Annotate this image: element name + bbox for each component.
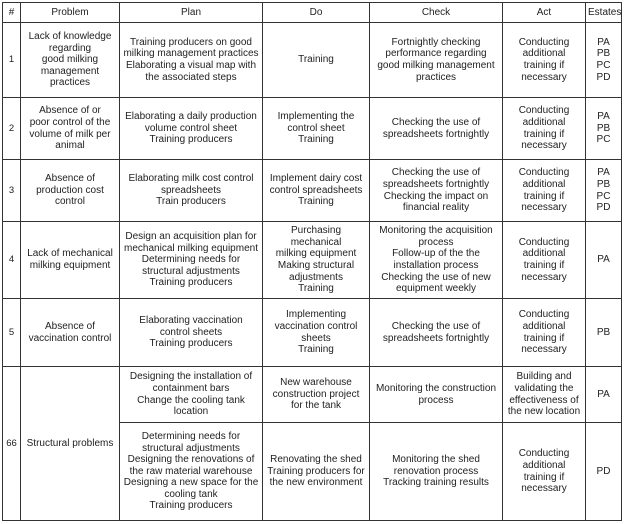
estates-cell: PA PB PC PD <box>586 23 622 98</box>
problem-cell: Absence of or poor control of the volume of milk per animal <box>21 98 120 160</box>
header-num: # <box>3 3 21 23</box>
problem-cell: Absence of production cost control <box>21 160 120 222</box>
row-number: 66 <box>3 367 21 521</box>
table-row <box>3 222 622 299</box>
estates-cell: PA <box>586 367 622 423</box>
do-cell: Training <box>263 23 370 98</box>
plan-cell: Elaborating milk cost control spreadsheets Train producers <box>120 160 263 222</box>
table-row <box>3 98 622 160</box>
plan-cell: Design an acquisition plan for mechanical milking equipment Determining needs for structural adjustments Training producers <box>120 222 263 299</box>
pdca-table <box>2 2 622 521</box>
check-cell: Monitoring the shed renovation process Tracking training results <box>370 423 503 521</box>
check-cell: Monitoring the acquisition process Follow-up of the the installation process Checking the use of new equipment weekly <box>370 222 503 299</box>
row-number: 3 <box>3 160 21 222</box>
act-cell: Conducting additional training if necessary <box>503 423 586 521</box>
act-cell: Conducting additional training if necessary <box>503 299 586 367</box>
act-cell: Conducting additional training if necessary <box>503 222 586 299</box>
check-cell: Checking the use of spreadsheets fortnightly Checking the impact on financial reality <box>370 160 503 222</box>
problem-cell: Lack of knowledge regarding good milking management practices <box>21 23 120 98</box>
act-cell: Building and validating the effectiveness of the new location <box>503 367 586 423</box>
plan-cell: Elaborating vaccination control sheets Training producers <box>120 299 263 367</box>
do-cell: New warehouse construction project for the tank <box>263 367 370 423</box>
table-row <box>3 299 622 367</box>
header-estates: Estates <box>586 3 622 23</box>
estates-cell: PD <box>586 423 622 521</box>
plan-cell: Designing the installation of containment bars Change the cooling tank location <box>120 367 263 423</box>
row-number: 2 <box>3 98 21 160</box>
header-plan: Plan <box>120 3 263 23</box>
row-number: 5 <box>3 299 21 367</box>
check-cell: Fortnightly checking performance regarding good milking management practices <box>370 23 503 98</box>
act-cell: Conducting additional training if necessary <box>503 160 586 222</box>
header-act: Act <box>503 3 586 23</box>
plan-cell: Elaborating a daily production volume control sheet Training producers <box>120 98 263 160</box>
estates-cell: PB <box>586 299 622 367</box>
plan-cell: Determining needs for structural adjustments Designing the renovations of the raw material warehouse Designing a new space for the cooling tank Training producers <box>120 423 263 521</box>
estates-cell: PA PB PC <box>586 98 622 160</box>
do-cell: Implementing the control sheet Training <box>263 98 370 160</box>
row-number: 1 <box>3 23 21 98</box>
estates-cell: PA PB PC PD <box>586 160 622 222</box>
table-row <box>3 23 622 98</box>
problem-cell: Absence of vaccination control <box>21 299 120 367</box>
row-number: 4 <box>3 222 21 299</box>
check-cell: Checking the use of spreadsheets fortnightly <box>370 299 503 367</box>
check-cell: Checking the use of spreadsheets fortnightly <box>370 98 503 160</box>
header-problem: Problem <box>21 3 120 23</box>
act-cell: Conducting additional training if necessary <box>503 23 586 98</box>
problem-cell: Structural problems <box>21 367 120 521</box>
do-cell: Implement dairy cost control spreadsheets Training <box>263 160 370 222</box>
do-cell: Purchasing mechanical milking equipment Making structural adjustments Training <box>263 222 370 299</box>
header-row <box>3 3 622 23</box>
act-cell: Conducting additional training if necessary <box>503 98 586 160</box>
estates-cell: PA <box>586 222 622 299</box>
table-row <box>3 160 622 222</box>
header-check: Check <box>370 3 503 23</box>
do-cell: Implementing vaccination control sheets Training <box>263 299 370 367</box>
problem-cell: Lack of mechanical milking equipment <box>21 222 120 299</box>
header-do: Do <box>263 3 370 23</box>
table-row <box>3 367 622 423</box>
plan-cell: Training producers on good milking management practices Elaborating a visual map with the associated steps <box>120 23 263 98</box>
do-cell: Renovating the shed Training producers for the new environment <box>263 423 370 521</box>
check-cell: Monitoring the construction process <box>370 367 503 423</box>
